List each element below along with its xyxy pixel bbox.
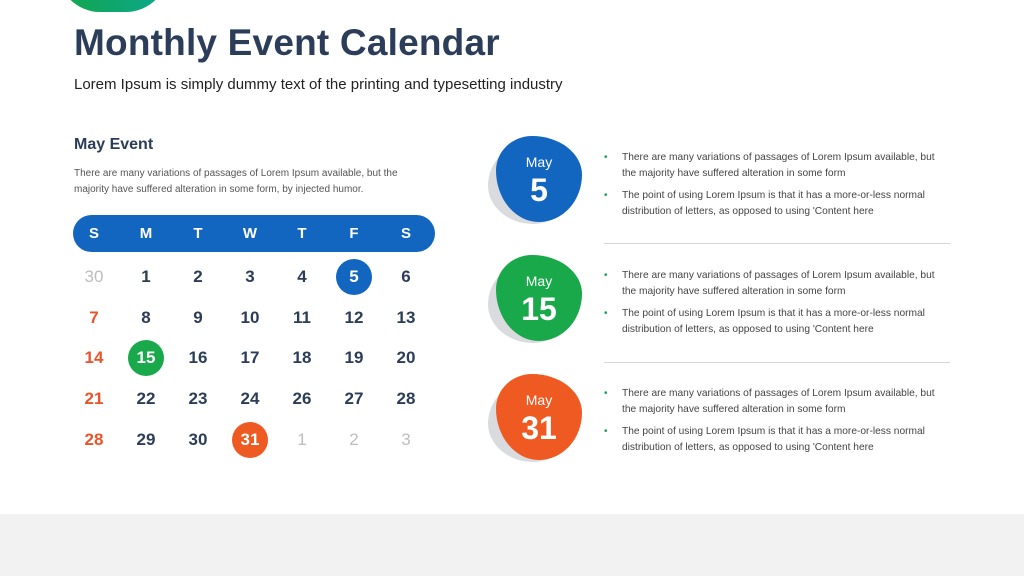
event-note-text: The point of using Lorem Ipsum is that it has a more-or-less normal distribution of letters, as opposed to using 'Content here [622, 190, 925, 217]
calendar-weekday-header [73, 215, 435, 252]
calendar-day[interactable]: 28 [84, 430, 104, 449]
badge-day: 5 [530, 172, 548, 208]
calendar-day[interactable]: 14 [84, 348, 104, 367]
event-note [604, 188, 950, 220]
calendar-day[interactable]: 19 [344, 348, 364, 367]
calendar-day-highlighted[interactable]: 15 [128, 340, 164, 376]
bullet-icon: • [604, 152, 608, 163]
event-note-text: There are many variations of passages of Lorem Ipsum available, but the majority have suffered alteration in some form [622, 152, 935, 179]
calendar-day[interactable]: 30 [188, 430, 208, 449]
calendar-day[interactable]: 21 [84, 389, 104, 408]
section-description: There are many variations of passages of Lorem Ipsum available, but the majority have suffered alteration in some form, by injected humor. [74, 168, 398, 195]
page-title: Monthly Event Calendar [74, 22, 500, 63]
calendar-day[interactable]: 17 [240, 348, 260, 367]
weekday-label: F [349, 225, 359, 242]
calendar-day[interactable]: 9 [193, 308, 203, 327]
calendar-day[interactable]: 1 [141, 267, 151, 286]
badge-month: May [525, 392, 553, 408]
calendar-day[interactable]: 22 [136, 389, 156, 408]
calendar-day-highlighted[interactable]: 31 [232, 422, 268, 458]
weekday-label: T [297, 225, 307, 242]
calendar-day[interactable]: 12 [344, 308, 364, 327]
calendar-day[interactable]: 3 [401, 430, 411, 449]
event-date-badge [494, 136, 584, 226]
calendar-day[interactable]: 2 [193, 267, 203, 286]
calendar-day[interactable]: 24 [240, 389, 260, 408]
event-note [604, 306, 950, 338]
bullet-icon: • [604, 270, 608, 281]
calendar-day[interactable]: 23 [188, 389, 208, 408]
calendar-day[interactable]: 1 [297, 430, 307, 449]
event-note-text: There are many variations of passages of Lorem Ipsum available, but the majority have suffered alteration in some form [622, 270, 935, 297]
event-note-text: The point of using Lorem Ipsum is that it has a more-or-less normal distribution of letters, as opposed to using 'Content here [622, 426, 925, 453]
bullet-icon: • [604, 308, 608, 319]
calendar-day[interactable]: 20 [396, 348, 416, 367]
calendar-day[interactable]: 8 [141, 308, 151, 327]
event-note-list [604, 150, 950, 226]
calendar-day[interactable]: 30 [84, 267, 104, 286]
event-note-list [604, 268, 950, 344]
divider [604, 243, 950, 244]
calendar-day-highlighted[interactable]: 5 [336, 259, 372, 295]
event-date-badge [494, 374, 584, 464]
page-subtitle: Lorem Ipsum is simply dummy text of the printing and typesetting industry [74, 76, 563, 93]
weekday-label: M [139, 225, 153, 242]
weekday-label: S [88, 225, 99, 242]
event-note [604, 150, 950, 182]
badge-day: 15 [521, 291, 557, 327]
calendar-day[interactable]: 27 [344, 389, 364, 408]
badge-month: May [525, 154, 553, 170]
calendar-day[interactable]: 16 [188, 348, 208, 367]
weekday-label: S [400, 225, 411, 242]
bullet-icon: • [604, 388, 608, 399]
weekday-label: W [242, 225, 258, 242]
event-note-text: There are many variations of passages of Lorem Ipsum available, but the majority have suffered alteration in some form [622, 388, 935, 415]
footer-band [0, 514, 1024, 576]
badge-day: 31 [521, 410, 557, 446]
calendar-day[interactable]: 4 [297, 267, 307, 286]
calendar-day[interactable]: 6 [401, 267, 411, 286]
event-note-text: The point of using Lorem Ipsum is that it has a more-or-less normal distribution of letters, as opposed to using 'Content here [622, 308, 925, 335]
section-title: May Event [74, 136, 154, 153]
bullet-icon: • [604, 190, 608, 201]
calendar-day[interactable]: 11 [293, 308, 311, 327]
calendar-day[interactable]: 3 [245, 267, 255, 286]
event-note [604, 386, 950, 418]
event-note [604, 424, 950, 456]
calendar-day[interactable]: 7 [89, 308, 99, 327]
calendar-day[interactable]: 2 [349, 430, 359, 449]
divider [604, 362, 950, 363]
calendar-day[interactable]: 18 [292, 348, 312, 367]
decorative-wave [58, 0, 168, 12]
bullet-icon: • [604, 426, 608, 437]
calendar-day[interactable]: 13 [396, 308, 416, 327]
event-note-list [604, 386, 950, 462]
calendar-day[interactable]: 28 [396, 389, 416, 408]
weekday-label: T [193, 225, 203, 242]
event-date-badge [494, 255, 584, 345]
badge-month: May [525, 273, 553, 289]
calendar-day[interactable]: 29 [136, 430, 156, 449]
event-note [604, 268, 950, 300]
calendar-day[interactable]: 26 [292, 389, 312, 408]
calendar-day[interactable]: 10 [240, 308, 260, 327]
